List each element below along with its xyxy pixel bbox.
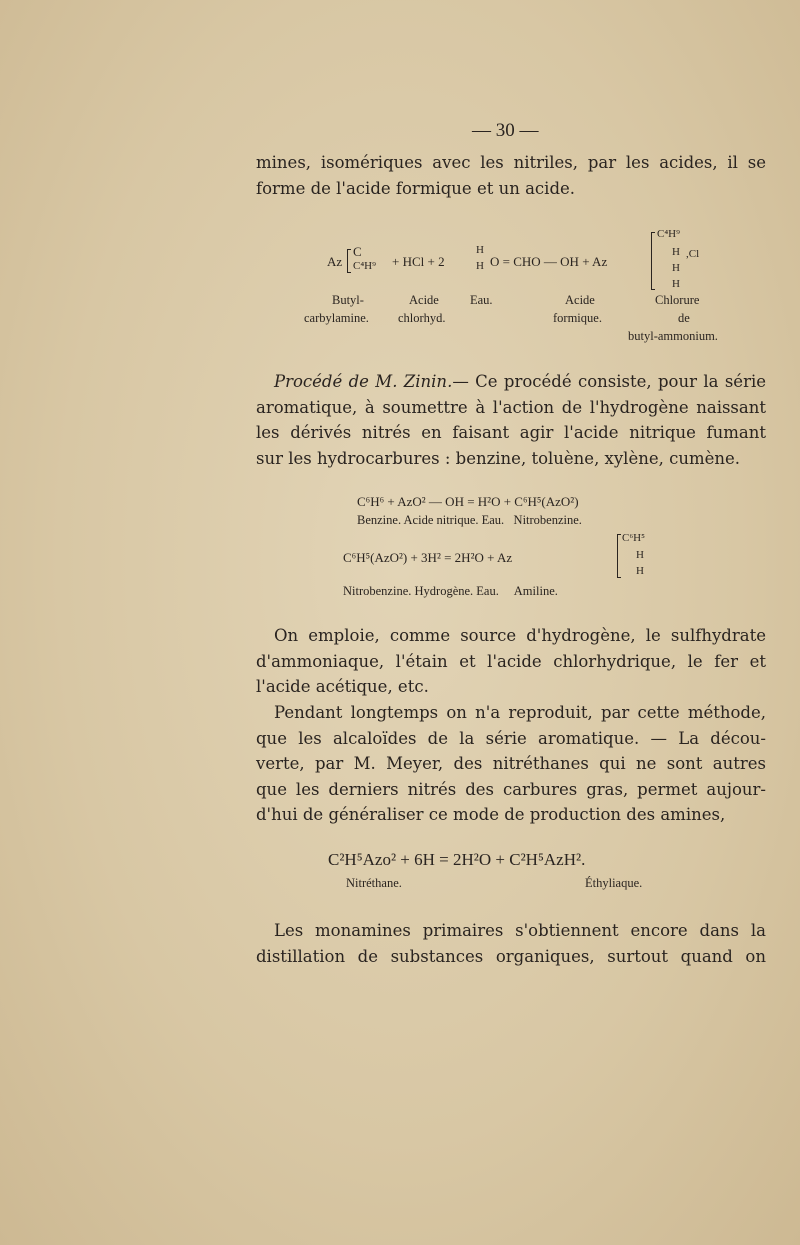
text-line: forme de l'acide formique et un acide. <box>256 178 576 198</box>
text-line: Pendant longtemps on n'a reproduit, par cette méthode, <box>274 703 766 722</box>
text-line: les dérivés nitrés en faisant agir l'acide nitrique fumant <box>256 423 766 442</box>
label-butyl: Butyl- <box>332 293 364 307</box>
eq2-labels: Benzine. Acide nitrique. Eau. Nitrobenzine. <box>357 513 582 527</box>
text-line: sur les hydrocarbures : benzine, toluène, xylène, cumène. <box>256 448 741 468</box>
text-line: d'ammoniaque, l'étain et l'acide chlorhydrique, le fer et <box>256 651 766 671</box>
eq2-formula: C⁶H⁶ + AzO² — OH = H²O + C⁶H⁵(AzO²) <box>357 494 579 509</box>
eq4-label-ethyliaque: Éthyliaque. <box>585 876 643 890</box>
zinin-line-0: — Ce procédé consiste, pour la série <box>452 372 766 391</box>
eq1-brace-left <box>347 249 351 273</box>
eq1-brace-right <box>651 232 655 290</box>
label-butylammonium: butyl-ammonium. <box>628 329 718 343</box>
label-formique: formique. <box>553 311 602 325</box>
label-acide1: Acide <box>409 293 439 307</box>
text-line: aromatique, à soumettre à l'action de l'hydrogène naissant <box>256 397 766 417</box>
eq3-r3: H <box>636 565 644 577</box>
label-chlorure: Chlorure <box>655 293 700 307</box>
eq3-brace <box>617 534 621 578</box>
label-acide2: Acide <box>565 293 595 307</box>
zinin-title: Procédé de M. Zinin. <box>274 372 453 391</box>
text-line: mines, isomériques avec les nitriles, par les acides, il se <box>256 153 766 172</box>
label-chlorhyd: chlorhyd. <box>398 311 446 325</box>
text-line: Les monamines primaires s'obtiennent encore dans la <box>274 921 766 940</box>
eq1-plus-hcl: + HCl + 2 <box>392 254 445 269</box>
eq1-r1: C⁴H⁹ <box>657 228 680 240</box>
zinin-paragraph <box>256 369 766 471</box>
text-line: que les derniers nitrés des carbures gras, permet aujour- <box>256 779 766 799</box>
eq1-cl: ,Cl <box>686 248 700 260</box>
zinin-first-line <box>256 369 766 395</box>
eq1-r4: H <box>672 278 680 290</box>
eq1-h-top: H <box>476 244 484 256</box>
eq3-r1: C⁶H⁵ <box>622 532 645 544</box>
text-line: que les alcaloïdes de la série aromatique. — La décou- <box>256 728 766 748</box>
label-eau: Eau. <box>470 293 493 307</box>
label-carbylamine: carbylamine. <box>304 311 369 325</box>
label-de: de <box>678 311 690 325</box>
page-number: — 30 — <box>472 120 539 141</box>
eq3-left: C⁶H⁵(AzO²) + 3H² = 2H²O + Az <box>343 550 513 565</box>
eq4-formula: C²H⁵Azo² + 6H = 2H²O + C²H⁵AzH². <box>328 850 586 869</box>
eq4-label-nitrethane: Nitréthane. <box>346 876 402 890</box>
eq1-r2: H <box>672 246 680 258</box>
text-line: distillation de substances organiques, surtout quand on <box>256 946 766 966</box>
eq1-az: Az <box>327 254 343 269</box>
eq3-labels: Nitrobenzine. Hydrogène. Eau. Amiline. <box>343 584 558 598</box>
eq1-h-bot: H <box>476 260 484 272</box>
eq1-c: C <box>353 244 362 259</box>
text-line: d'hui de généraliser ce mode de production des amines, <box>256 805 726 824</box>
paragraph-hydrogen-sources <box>256 623 766 700</box>
text-line: On emploie, comme source d'hydrogène, le sulfhydrate <box>274 626 766 645</box>
eq1-r3: H <box>672 262 680 274</box>
eq1-c4h9: C⁴H⁹ <box>353 260 376 272</box>
paragraph-meyer <box>256 700 766 828</box>
paragraph-monamines <box>256 918 766 969</box>
eq1-rest: O = CHO — OH + Az <box>490 254 608 269</box>
eq3-r2: H <box>636 549 644 561</box>
text-line: l'acide acétique, etc. <box>256 677 429 696</box>
intro-paragraph <box>256 150 766 201</box>
text-line: verte, par M. Meyer, des nitréthanes qui ne sont autres <box>256 754 766 773</box>
